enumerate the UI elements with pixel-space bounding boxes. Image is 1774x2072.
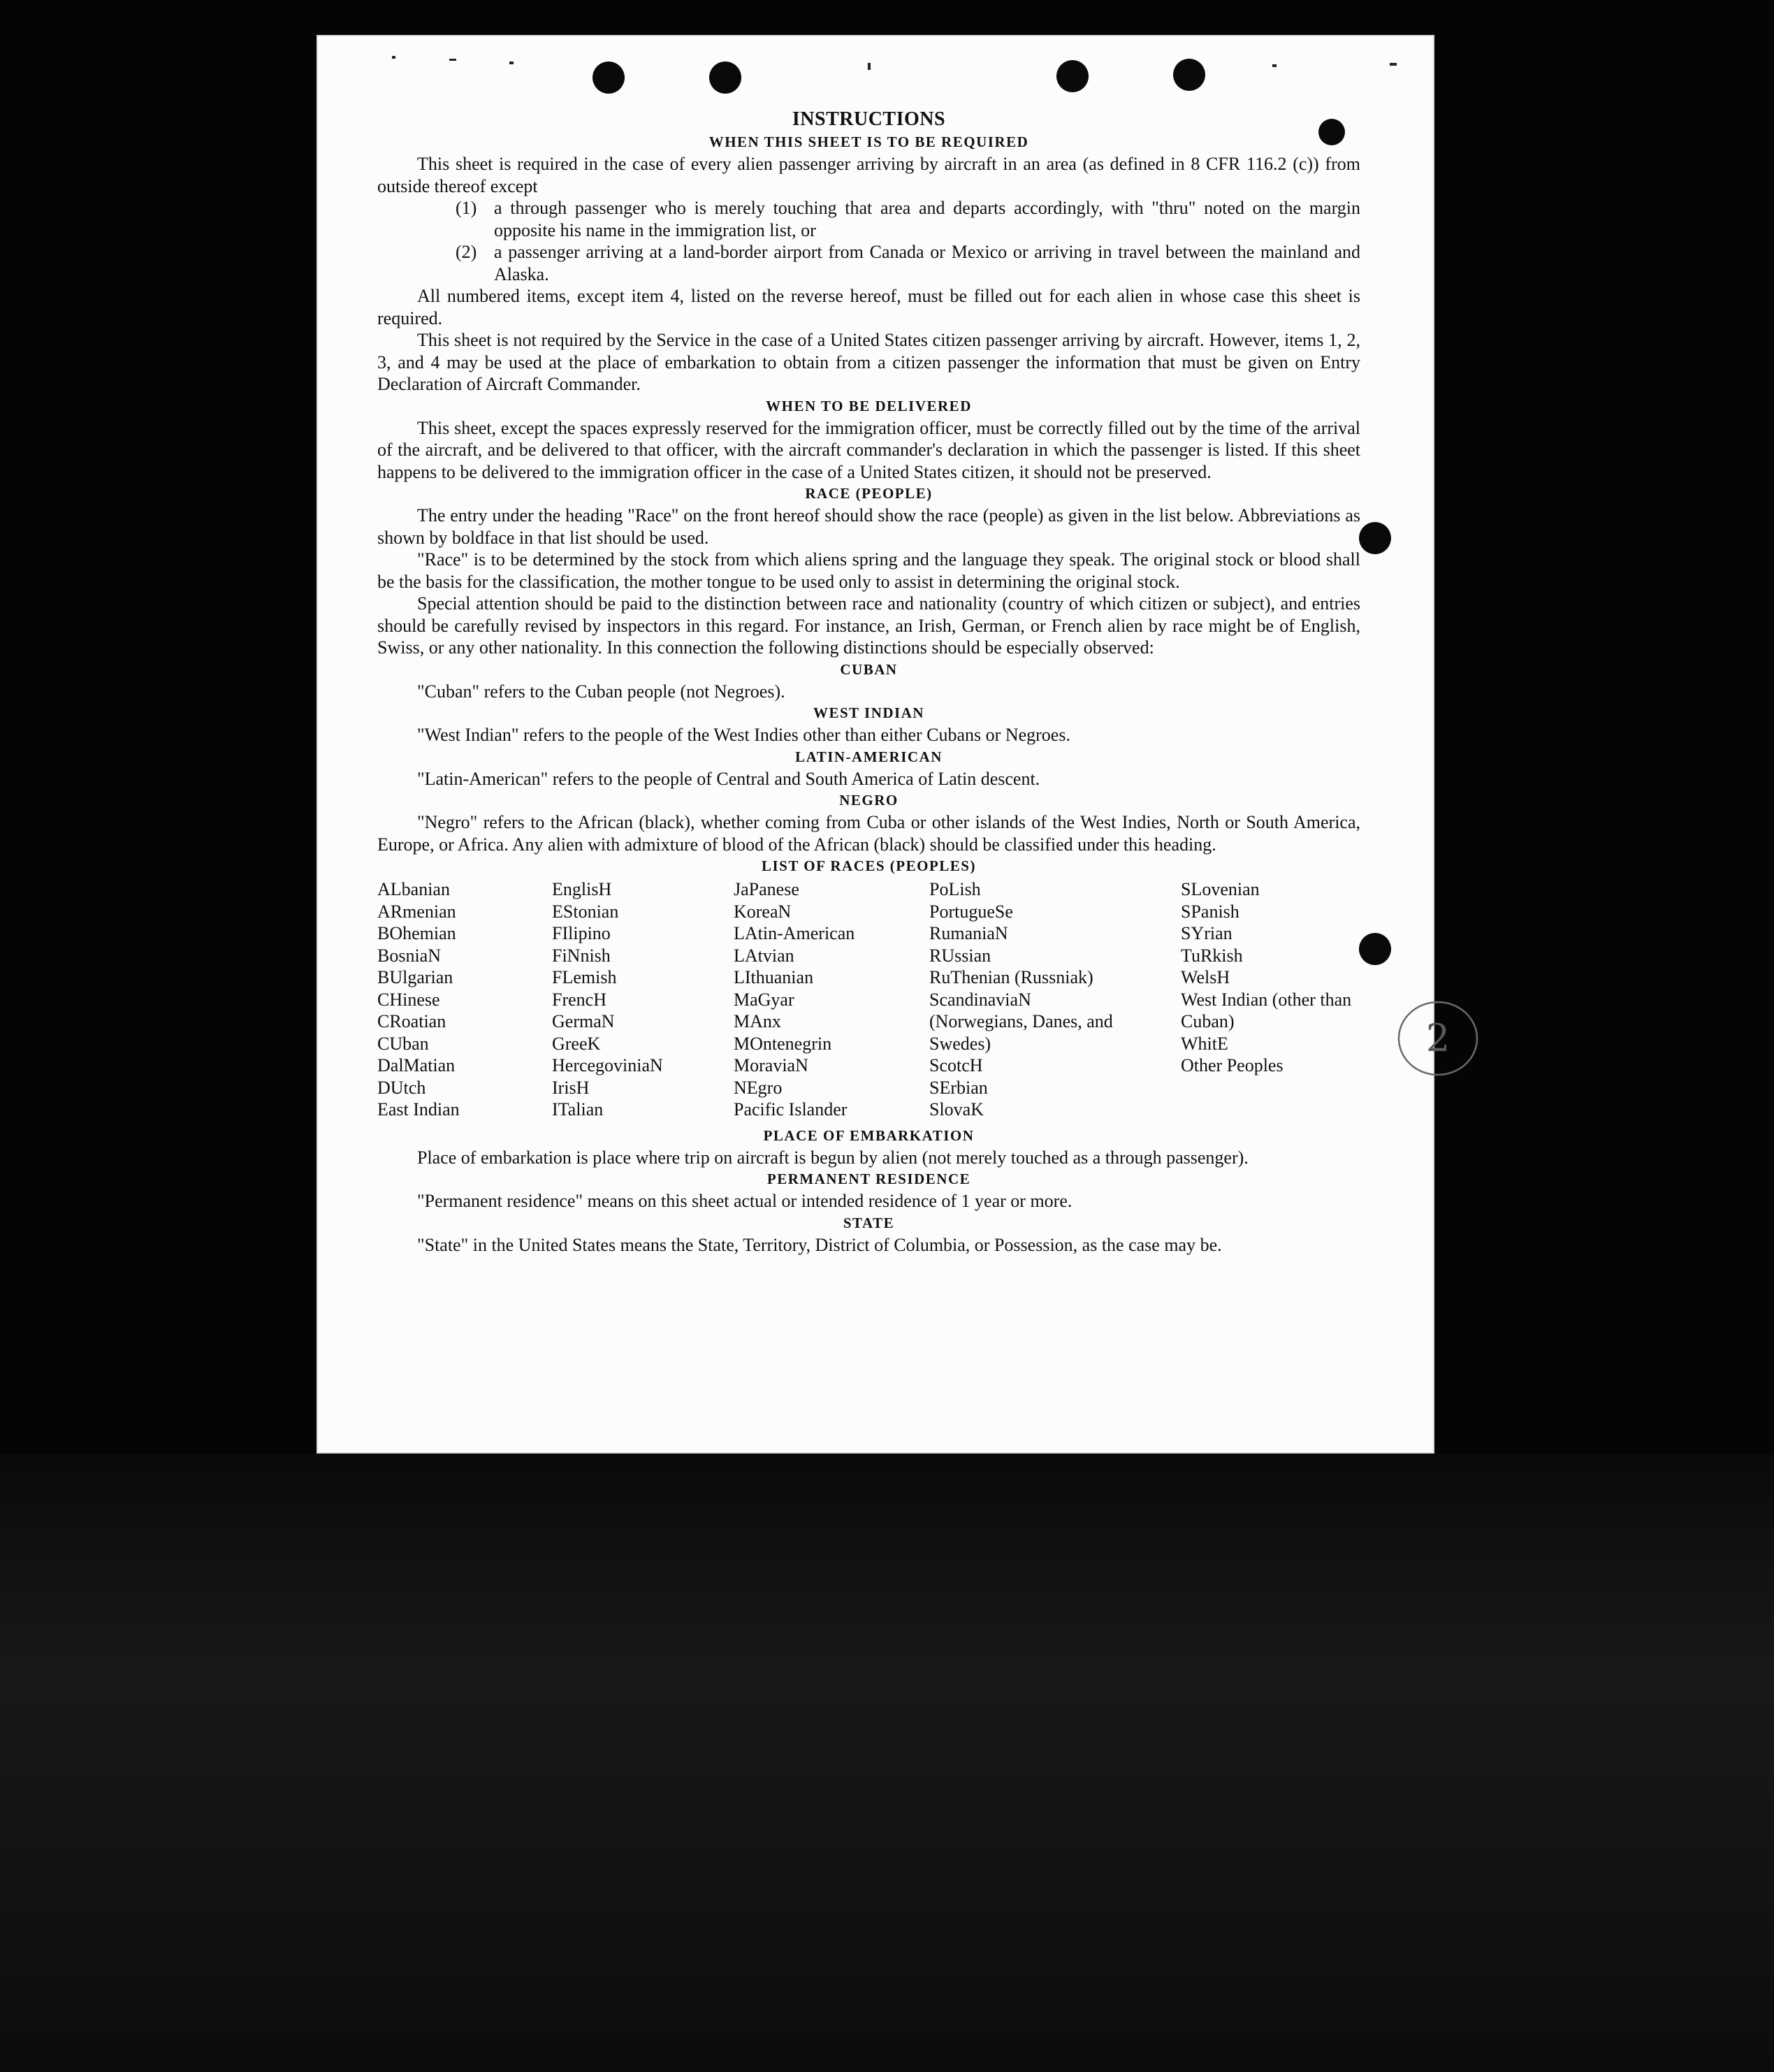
paragraph: "Negro" refers to the African (black), whether coming from Cuba or other islands of the West Indies, North or South America, Europe, or Africa. Any alien with admixture of blood of the African (black) should be classified under this heading. bbox=[377, 812, 1360, 855]
race-entry: MaGyar bbox=[734, 989, 794, 1010]
race-entry: LAtin-American bbox=[734, 923, 855, 943]
list-item: (2) a passenger arriving at a land-border airport from Canada or Mexico or arriving in travel between the mainland and Alaska. bbox=[456, 242, 1360, 284]
heading-list-of-races: LIST OF RACES (PEOPLES) bbox=[762, 857, 976, 874]
race-entry: LAtvian bbox=[734, 945, 794, 966]
punch-hole bbox=[709, 61, 741, 94]
race-entry: FLemish bbox=[552, 967, 617, 987]
punch-hole bbox=[1173, 59, 1205, 91]
punch-hole bbox=[1056, 60, 1089, 92]
race-entry: SYrian bbox=[1181, 923, 1233, 943]
race-entry: WhitE bbox=[1181, 1033, 1228, 1054]
exception-list bbox=[377, 197, 1360, 285]
race-entry: NEgro bbox=[734, 1077, 783, 1098]
race-entry: DUtch bbox=[377, 1077, 426, 1098]
race-entry: ALbanian bbox=[377, 879, 450, 899]
race-column bbox=[552, 878, 734, 1121]
race-entry: RuThenian (Russniak) bbox=[929, 967, 1093, 987]
race-column bbox=[734, 878, 929, 1121]
race-entry: MOntenegrin bbox=[734, 1033, 832, 1054]
punch-hole bbox=[1359, 522, 1391, 554]
paragraph: Special attention should be paid to the distinction between race and nationality (country of which citizen or subject), and entries should be carefully revised by inspectors in this regard. For instance, an Irish, German, or French alien by race might be of English, Swiss, or any other nationality. In this connection the following distinctions should be especially observed: bbox=[377, 593, 1360, 658]
race-entry: BUlgarian bbox=[377, 967, 453, 987]
paragraph: "Latin-American" refers to the people of Central and South America of Latin descent. bbox=[417, 768, 1040, 789]
paragraph: The entry under the heading "Race" on the front hereof should show the race (people) as given in the list below. Abbreviations as shown by boldface in that list should be used. bbox=[377, 505, 1360, 548]
race-column bbox=[1181, 878, 1360, 1121]
race-entry: HercegoviniaN bbox=[552, 1055, 663, 1075]
race-column bbox=[929, 878, 1181, 1121]
race-entry: Other Peoples bbox=[1181, 1055, 1284, 1075]
scanner-background bbox=[0, 1454, 1774, 2072]
paragraph: This sheet is required in the case of every alien passenger arriving by aircraft in an area (as defined in 8 CFR 116.2 (c)) from outside thereof except bbox=[377, 154, 1360, 196]
race-entry: SLovenian bbox=[1181, 879, 1260, 899]
race-entry: TuRkish bbox=[1181, 945, 1243, 966]
heading-permanent-residence: PERMANENT RESIDENCE bbox=[766, 1171, 971, 1187]
list-item: (1) a through passenger who is merely touching that area and departs accordingly, with "thru" noted on the margin opposite his name in the immigration list, or bbox=[456, 198, 1360, 240]
race-entry: ARmenian bbox=[377, 901, 456, 922]
heading-when-delivered: WHEN TO BE DELIVERED bbox=[766, 397, 972, 414]
paragraph: This sheet, except the spaces expressly reserved for the immigration officer, must be correctly filled out by the time of the arrival of the aircraft, and be delivered to that officer, with the aircraft commander's declaration in which the passenger is listed. If this sheet happens to be delivered to the immigration officer in the case of a United States citizen, it should not be preserved. bbox=[377, 417, 1360, 482]
heading-state: STATE bbox=[843, 1214, 895, 1231]
race-entry: MoraviaN bbox=[734, 1055, 808, 1075]
race-entry: WelsH bbox=[1181, 967, 1230, 987]
race-entry: FiNnish bbox=[552, 945, 611, 966]
race-entry: Pacific Islander bbox=[734, 1099, 848, 1120]
heading-when-required: WHEN THIS SHEET IS TO BE REQUIRED bbox=[708, 133, 1029, 150]
dust-speck bbox=[1272, 64, 1277, 67]
dust-speck bbox=[449, 59, 456, 61]
paragraph: "Permanent residence" means on this sheet actual or intended residence of 1 year or more. bbox=[417, 1191, 1073, 1211]
race-entry: ScandinaviaN (Norwegians, Danes, and Swedes) bbox=[929, 989, 1113, 1054]
race-list-table bbox=[377, 878, 1360, 1121]
race-entry: KoreaN bbox=[734, 901, 792, 922]
paragraph: "State" in the United States means the State, Territory, District of Columbia, or Possession, as the case may be. bbox=[417, 1234, 1222, 1255]
race-column bbox=[377, 878, 552, 1121]
punch-hole bbox=[592, 61, 625, 94]
heading-cuban: CUBAN bbox=[840, 660, 898, 678]
race-entry: ScotcH bbox=[929, 1055, 983, 1075]
heading-place-of-embarkation: PLACE OF EMBARKATION bbox=[763, 1126, 975, 1144]
heading-negro: NEGRO bbox=[839, 792, 899, 809]
race-entry: PoLish bbox=[929, 879, 981, 899]
race-entry: SErbian bbox=[929, 1077, 988, 1098]
race-entry: CRoatian bbox=[377, 1011, 446, 1031]
handwritten-circled-mark bbox=[1393, 997, 1484, 1080]
race-entry: FIlipino bbox=[552, 923, 611, 943]
race-entry: GermaN bbox=[552, 1011, 615, 1031]
race-entry: JaPanese bbox=[734, 879, 799, 899]
dust-speck bbox=[509, 61, 514, 64]
dust-speck bbox=[392, 56, 395, 59]
race-entry: BOhemian bbox=[377, 923, 456, 943]
race-entry: LIthuanian bbox=[734, 967, 814, 987]
race-entry: RUssian bbox=[929, 945, 991, 966]
punch-hole bbox=[1359, 933, 1391, 965]
race-entry: West Indian (other than Cuban) bbox=[1181, 989, 1352, 1031]
race-entry: EStonian bbox=[552, 901, 619, 922]
heading-race: RACE (PEOPLE) bbox=[805, 485, 933, 502]
handwritten-number: 2 bbox=[1425, 1016, 1451, 1060]
race-entry: ITalian bbox=[552, 1099, 604, 1120]
heading-latin-american: LATIN-AMERICAN bbox=[795, 748, 943, 765]
instructions-text bbox=[377, 108, 1360, 1256]
race-entry: East Indian bbox=[377, 1099, 460, 1120]
dust-speck bbox=[868, 63, 871, 70]
race-entry: DalMatian bbox=[377, 1055, 456, 1075]
document-page bbox=[317, 35, 1451, 1454]
race-entry: CUban bbox=[377, 1033, 429, 1054]
heading-west-indian: WEST INDIAN bbox=[813, 704, 925, 721]
race-entry: EnglisH bbox=[552, 879, 612, 899]
paragraph: This sheet is not required by the Service in the case of a United States citizen passenger arriving by aircraft. However, items 1, 2, 3, and 4 may be used at the place of embarkation to obtain from a citizen passenger the information that must be given on Entry Declaration of Aircraft Commander. bbox=[377, 330, 1360, 394]
race-entry: FrencH bbox=[552, 989, 606, 1010]
race-entry: SlovaK bbox=[929, 1099, 984, 1120]
paragraph: "Cuban" refers to the Cuban people (not Negroes). bbox=[417, 681, 785, 702]
page-title: INSTRUCTIONS bbox=[792, 108, 946, 130]
paragraph: "West Indian" refers to the people of the West Indies other than either Cubans or Negroes. bbox=[417, 725, 1070, 745]
race-entry: GreeK bbox=[552, 1033, 601, 1054]
paragraph: "Race" is to be determined by the stock from which aliens spring and the language they speak. The original stock or blood shall be the basis for the classification, the mother tongue to be used only to assist in determining the original stock. bbox=[377, 549, 1360, 592]
paragraph: All numbered items, except item 4, listed on the reverse hereof, must be filled out for each alien in whose case this sheet is required. bbox=[377, 286, 1360, 328]
race-entry: IrisH bbox=[552, 1077, 590, 1098]
race-entry: RumaniaN bbox=[929, 923, 1008, 943]
dust-speck bbox=[1390, 63, 1397, 66]
race-entry: MAnx bbox=[734, 1011, 781, 1031]
race-entry: PortugueSe bbox=[929, 901, 1013, 922]
race-entry: SPanish bbox=[1181, 901, 1239, 922]
race-entry: CHinese bbox=[377, 989, 440, 1010]
race-entry: BosniaN bbox=[377, 945, 441, 966]
paragraph: Place of embarkation is place where trip on aircraft is begun by alien (not merely touched as a through passenger). bbox=[417, 1147, 1249, 1168]
